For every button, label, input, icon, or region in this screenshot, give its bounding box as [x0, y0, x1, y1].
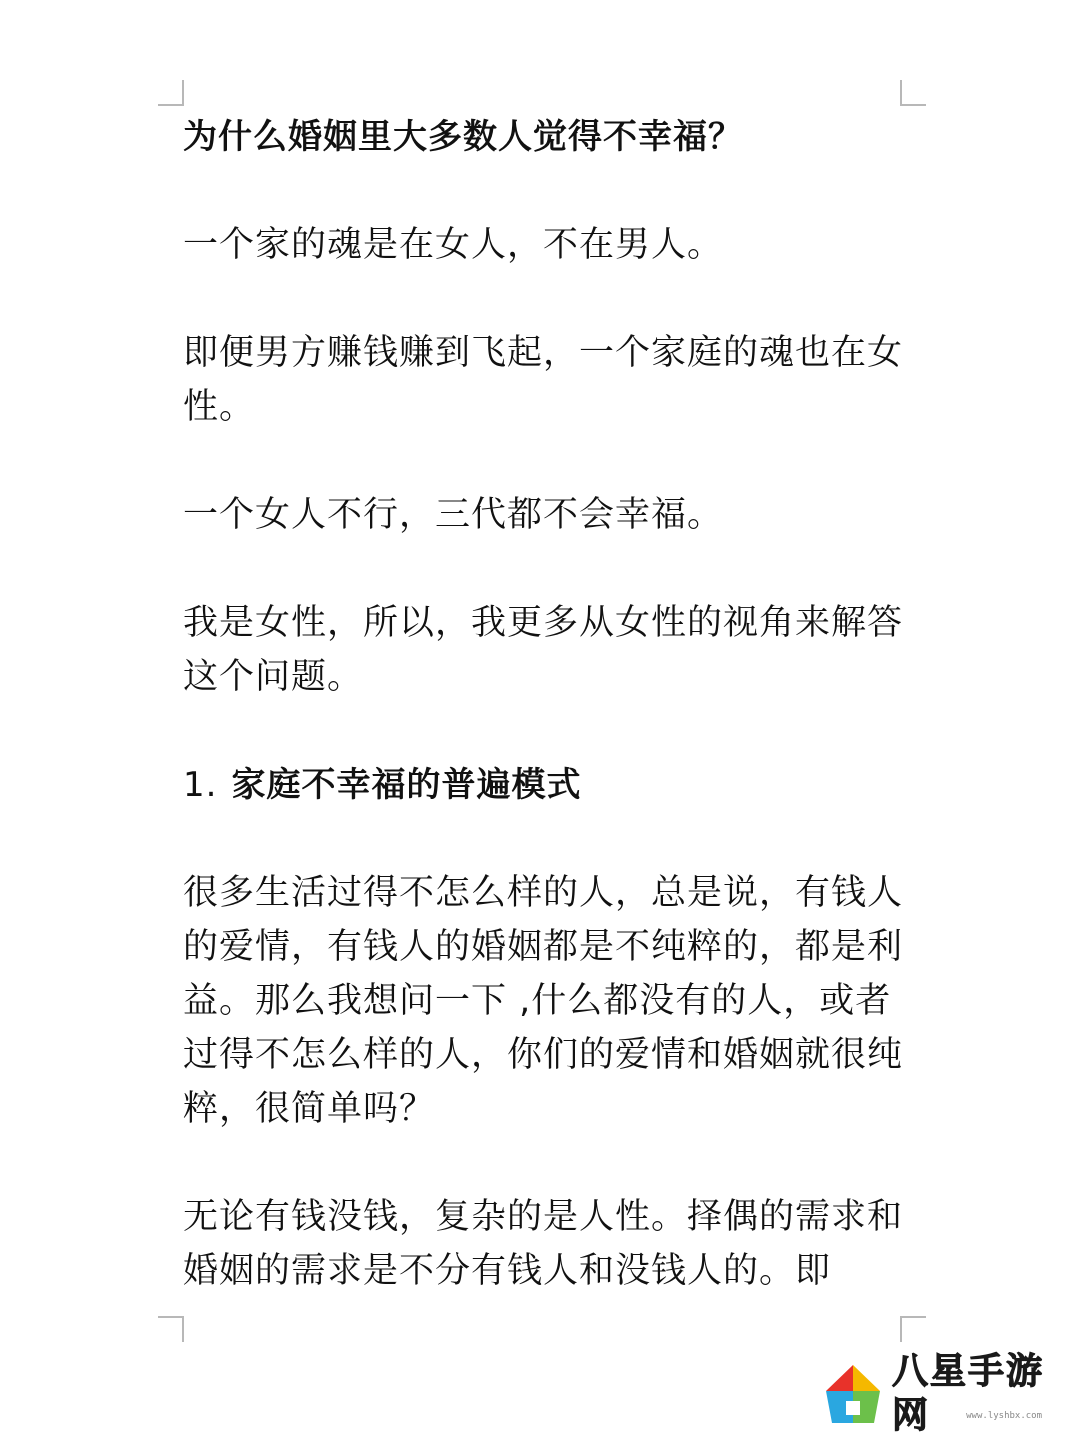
watermark-logo-icon: [820, 1361, 886, 1427]
paragraph-5: 很多生活过得不怎么样的人，总是说，有钱人的爱情，有钱人的婚姻都是不纯粹的，都是利益。那么我想问一下 ,什么都没有的人，或者过得不怎么样的人，你们的爱情和婚姻就很纯粹，很简单吗？: [183, 873, 904, 1129]
document-title: 为什么婚姻里大多数人觉得不幸福？: [183, 117, 743, 157]
paragraph-6: 无论有钱没钱，复杂的是人性。择偶的需求和婚姻的需求是不分有钱人和没钱人的。即: [183, 1197, 904, 1291]
watermark: [820, 1351, 1070, 1436]
crop-mark-top-left: [158, 80, 184, 106]
paragraph-1: 一个家的魂是在女人，不在男人。: [183, 225, 724, 265]
section-heading-text: 家庭不幸福的普遍模式: [231, 765, 582, 805]
crop-mark-top-right: [900, 80, 926, 106]
section-heading: [183, 758, 913, 812]
crop-mark-bottom-left: [158, 1316, 184, 1342]
watermark-url: www.lyshbx.com: [966, 1411, 1042, 1421]
paragraph-2: 即便男方赚钱赚到飞起，一个家庭的魂也在女性。: [183, 333, 904, 427]
watermark-brand: 八星手游网: [892, 1351, 1045, 1436]
section-number: 1.: [183, 765, 218, 805]
paragraph-3: 一个女人不行，三代都不会幸福。: [183, 495, 724, 535]
paragraph-4: 我是女性，所以，我更多从女性的视角来解答这个问题。: [183, 603, 904, 697]
crop-mark-bottom-right: [900, 1316, 926, 1342]
